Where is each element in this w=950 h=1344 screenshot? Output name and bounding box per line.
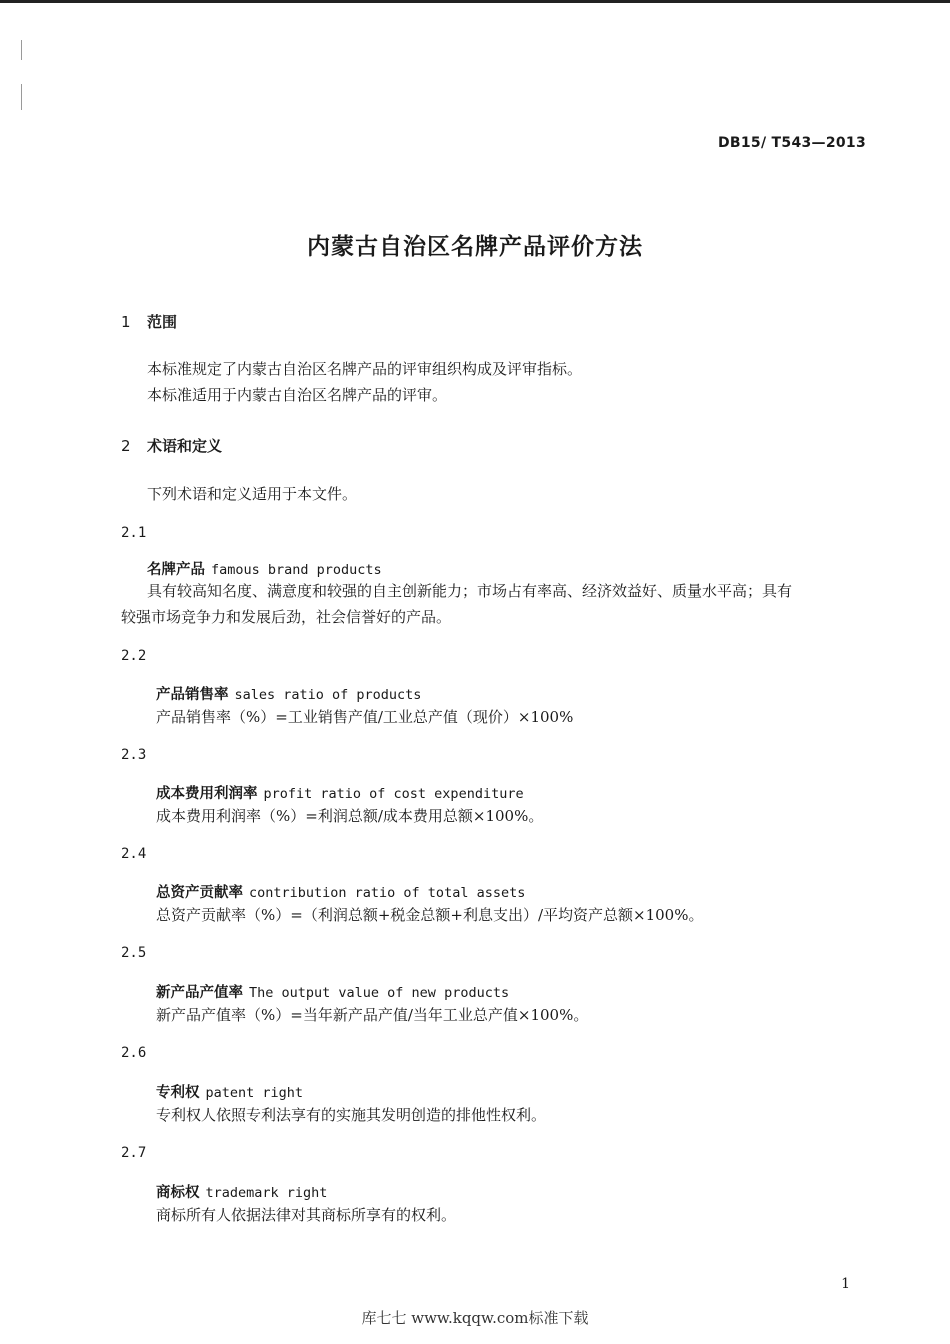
term-zh: 名牌产品	[147, 562, 205, 578]
term-number: 2.7	[121, 1145, 147, 1161]
term-definition: 较强市场竞争力和发展后劲，社会信誉好的产品。	[121, 608, 452, 626]
page-number: 1	[841, 1276, 850, 1292]
term-number: 2.1	[121, 525, 147, 541]
paragraph: 本标准规定了内蒙古自治区名牌产品的评审组织构成及评审指标。	[147, 360, 583, 378]
term-heading	[156, 881, 525, 902]
term-heading	[156, 1081, 303, 1102]
section-heading-terms	[121, 435, 222, 456]
section-number: 1	[121, 313, 131, 331]
term-en: trademark right	[205, 1185, 328, 1201]
term-definition: 专利权人依照专利法享有的实施其发明创造的排他性权利。	[156, 1106, 547, 1124]
term-heading	[156, 683, 421, 704]
term-number: 2.5	[121, 945, 147, 961]
standard-code: DB15/ T543—2013	[718, 135, 866, 151]
paragraph: 下列术语和定义适用于本文件。	[147, 485, 358, 503]
term-heading	[156, 981, 509, 1002]
term-definition: 具有较高知名度、满意度和较强的自主创新能力；市场占有率高、经济效益好、质量水平高；具有	[147, 582, 793, 600]
term-zh: 新产品产值率	[156, 985, 243, 1001]
paragraph: 本标准适用于内蒙古自治区名牌产品的评审。	[147, 386, 448, 404]
term-number: 2.3	[121, 747, 147, 763]
term-definition: 总资产贡献率（%）=（利润总额+税金总额+利息支出）/平均资产总额×100%。	[156, 906, 704, 924]
scan-mark	[21, 84, 22, 110]
term-en: famous brand products	[211, 562, 382, 578]
term-en: The output value of new products	[249, 985, 510, 1001]
term-heading	[156, 1181, 327, 1202]
document-title: 内蒙古自治区名牌产品评价方法	[307, 234, 643, 260]
term-zh: 商标权	[156, 1185, 200, 1201]
section-title: 术语和定义	[147, 437, 223, 455]
term-definition: 新产品产值率（%）=当年新产品产值/当年工业总产值×100%。	[156, 1006, 589, 1024]
term-number: 2.4	[121, 846, 147, 862]
term-en: sales ratio of products	[234, 687, 422, 703]
section-heading-scope	[121, 311, 177, 332]
section-title: 范围	[147, 313, 178, 331]
term-zh: 专利权	[156, 1085, 200, 1101]
term-heading	[156, 782, 524, 803]
scan-mark	[21, 40, 22, 60]
term-number: 2.6	[121, 1045, 147, 1061]
term-heading	[147, 558, 382, 579]
term-zh: 总资产贡献率	[156, 885, 243, 901]
top-border-line	[0, 0, 950, 3]
term-en: profit ratio of cost expenditure	[263, 786, 524, 802]
footer-watermark: 库七七 www.kqqw.com标准下载	[361, 1309, 589, 1327]
section-number: 2	[121, 437, 131, 455]
term-zh: 成本费用利润率	[156, 786, 258, 802]
term-en: patent right	[205, 1085, 304, 1101]
term-definition: 产品销售率（%）=工业销售产值/工业总产值（现价）×100%	[156, 708, 574, 726]
term-zh: 产品销售率	[156, 687, 229, 703]
term-definition: 成本费用利润率（%）=利润总额/成本费用总额×100%。	[156, 807, 544, 825]
term-en: contribution ratio of total assets	[249, 885, 526, 901]
term-definition: 商标所有人依据法律对其商标所享有的权利。	[156, 1206, 457, 1224]
term-number: 2.2	[121, 648, 147, 664]
